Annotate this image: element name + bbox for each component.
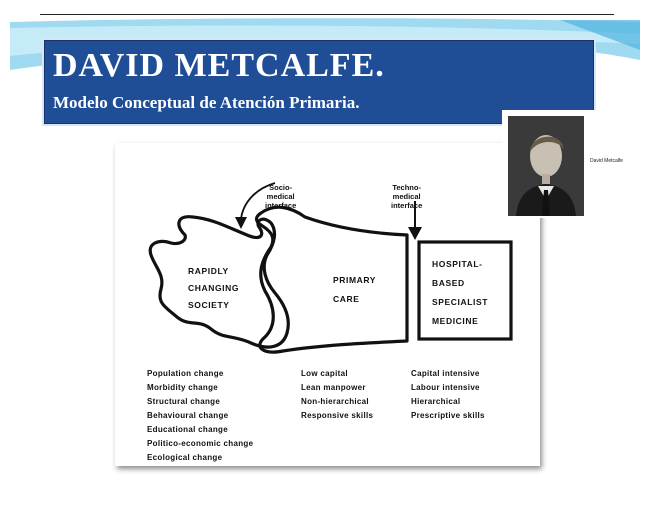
socio-medical-interface-label — [265, 183, 296, 210]
society-label-line: SOCIETY — [188, 300, 230, 310]
list-item: Lean manpower — [301, 383, 366, 392]
hospital-label-line: HOSPITAL- — [432, 259, 483, 269]
hospital-items-list — [411, 367, 485, 423]
techno-medical-interface-label — [391, 183, 422, 210]
primary-care-items-list — [301, 367, 373, 423]
list-item: Low capital — [301, 369, 348, 378]
person-silhouette-icon — [508, 116, 584, 216]
list-item: Morbidity change — [147, 383, 219, 392]
page-subtitle: Modelo Conceptual de Atención Primaria. — [53, 93, 360, 112]
list-item: Labour intensive — [411, 383, 480, 392]
photo-caption: David Metcalfe — [590, 158, 624, 164]
conceptual-diagram — [115, 143, 540, 466]
techno-label-line: medical — [392, 192, 421, 201]
society-label-line: RAPIDLY — [188, 266, 229, 276]
primary-care-label-line: CARE — [333, 294, 360, 304]
list-item: Capital intensive — [411, 369, 480, 378]
list-item: Structural change — [147, 397, 221, 406]
list-item: Behavioural change — [147, 411, 229, 420]
list-item: Population change — [147, 369, 224, 378]
techno-arrowhead — [408, 227, 422, 240]
list-item: Hierarchical — [411, 397, 461, 406]
society-items-list — [147, 367, 253, 465]
hospital-label-line: SPECIALIST — [432, 297, 489, 307]
society-label-line: CHANGING — [188, 283, 240, 293]
hospital-label-line: MEDICINE — [432, 316, 479, 326]
socio-label-line: interface — [265, 201, 297, 210]
list-item: Educational change — [147, 425, 228, 434]
primary-care-label-line: PRIMARY — [333, 275, 377, 285]
portrait-photo — [508, 116, 584, 216]
list-item: Ecological change — [147, 453, 223, 462]
socio-arrowhead — [235, 217, 247, 229]
page-title: DAVID METCALFE. — [53, 47, 385, 84]
list-item: Prescriptive skills — [411, 411, 485, 420]
primary-care-funnel — [257, 207, 408, 352]
hospital-label-line: BASED — [432, 278, 465, 288]
list-item: Non-hierarchical — [301, 397, 369, 406]
primary-care-label — [333, 271, 376, 309]
list-item: Responsive skills — [301, 411, 374, 420]
portrait-card — [502, 110, 642, 218]
hospital-label — [432, 255, 488, 331]
society-label — [188, 263, 239, 314]
techno-label-line: Techno- — [392, 183, 421, 192]
socio-label-line: medical — [266, 192, 295, 201]
techno-label-line: interface — [391, 201, 423, 210]
socio-label-line: Socio- — [269, 183, 293, 192]
list-item: Politico-economic change — [147, 439, 254, 448]
